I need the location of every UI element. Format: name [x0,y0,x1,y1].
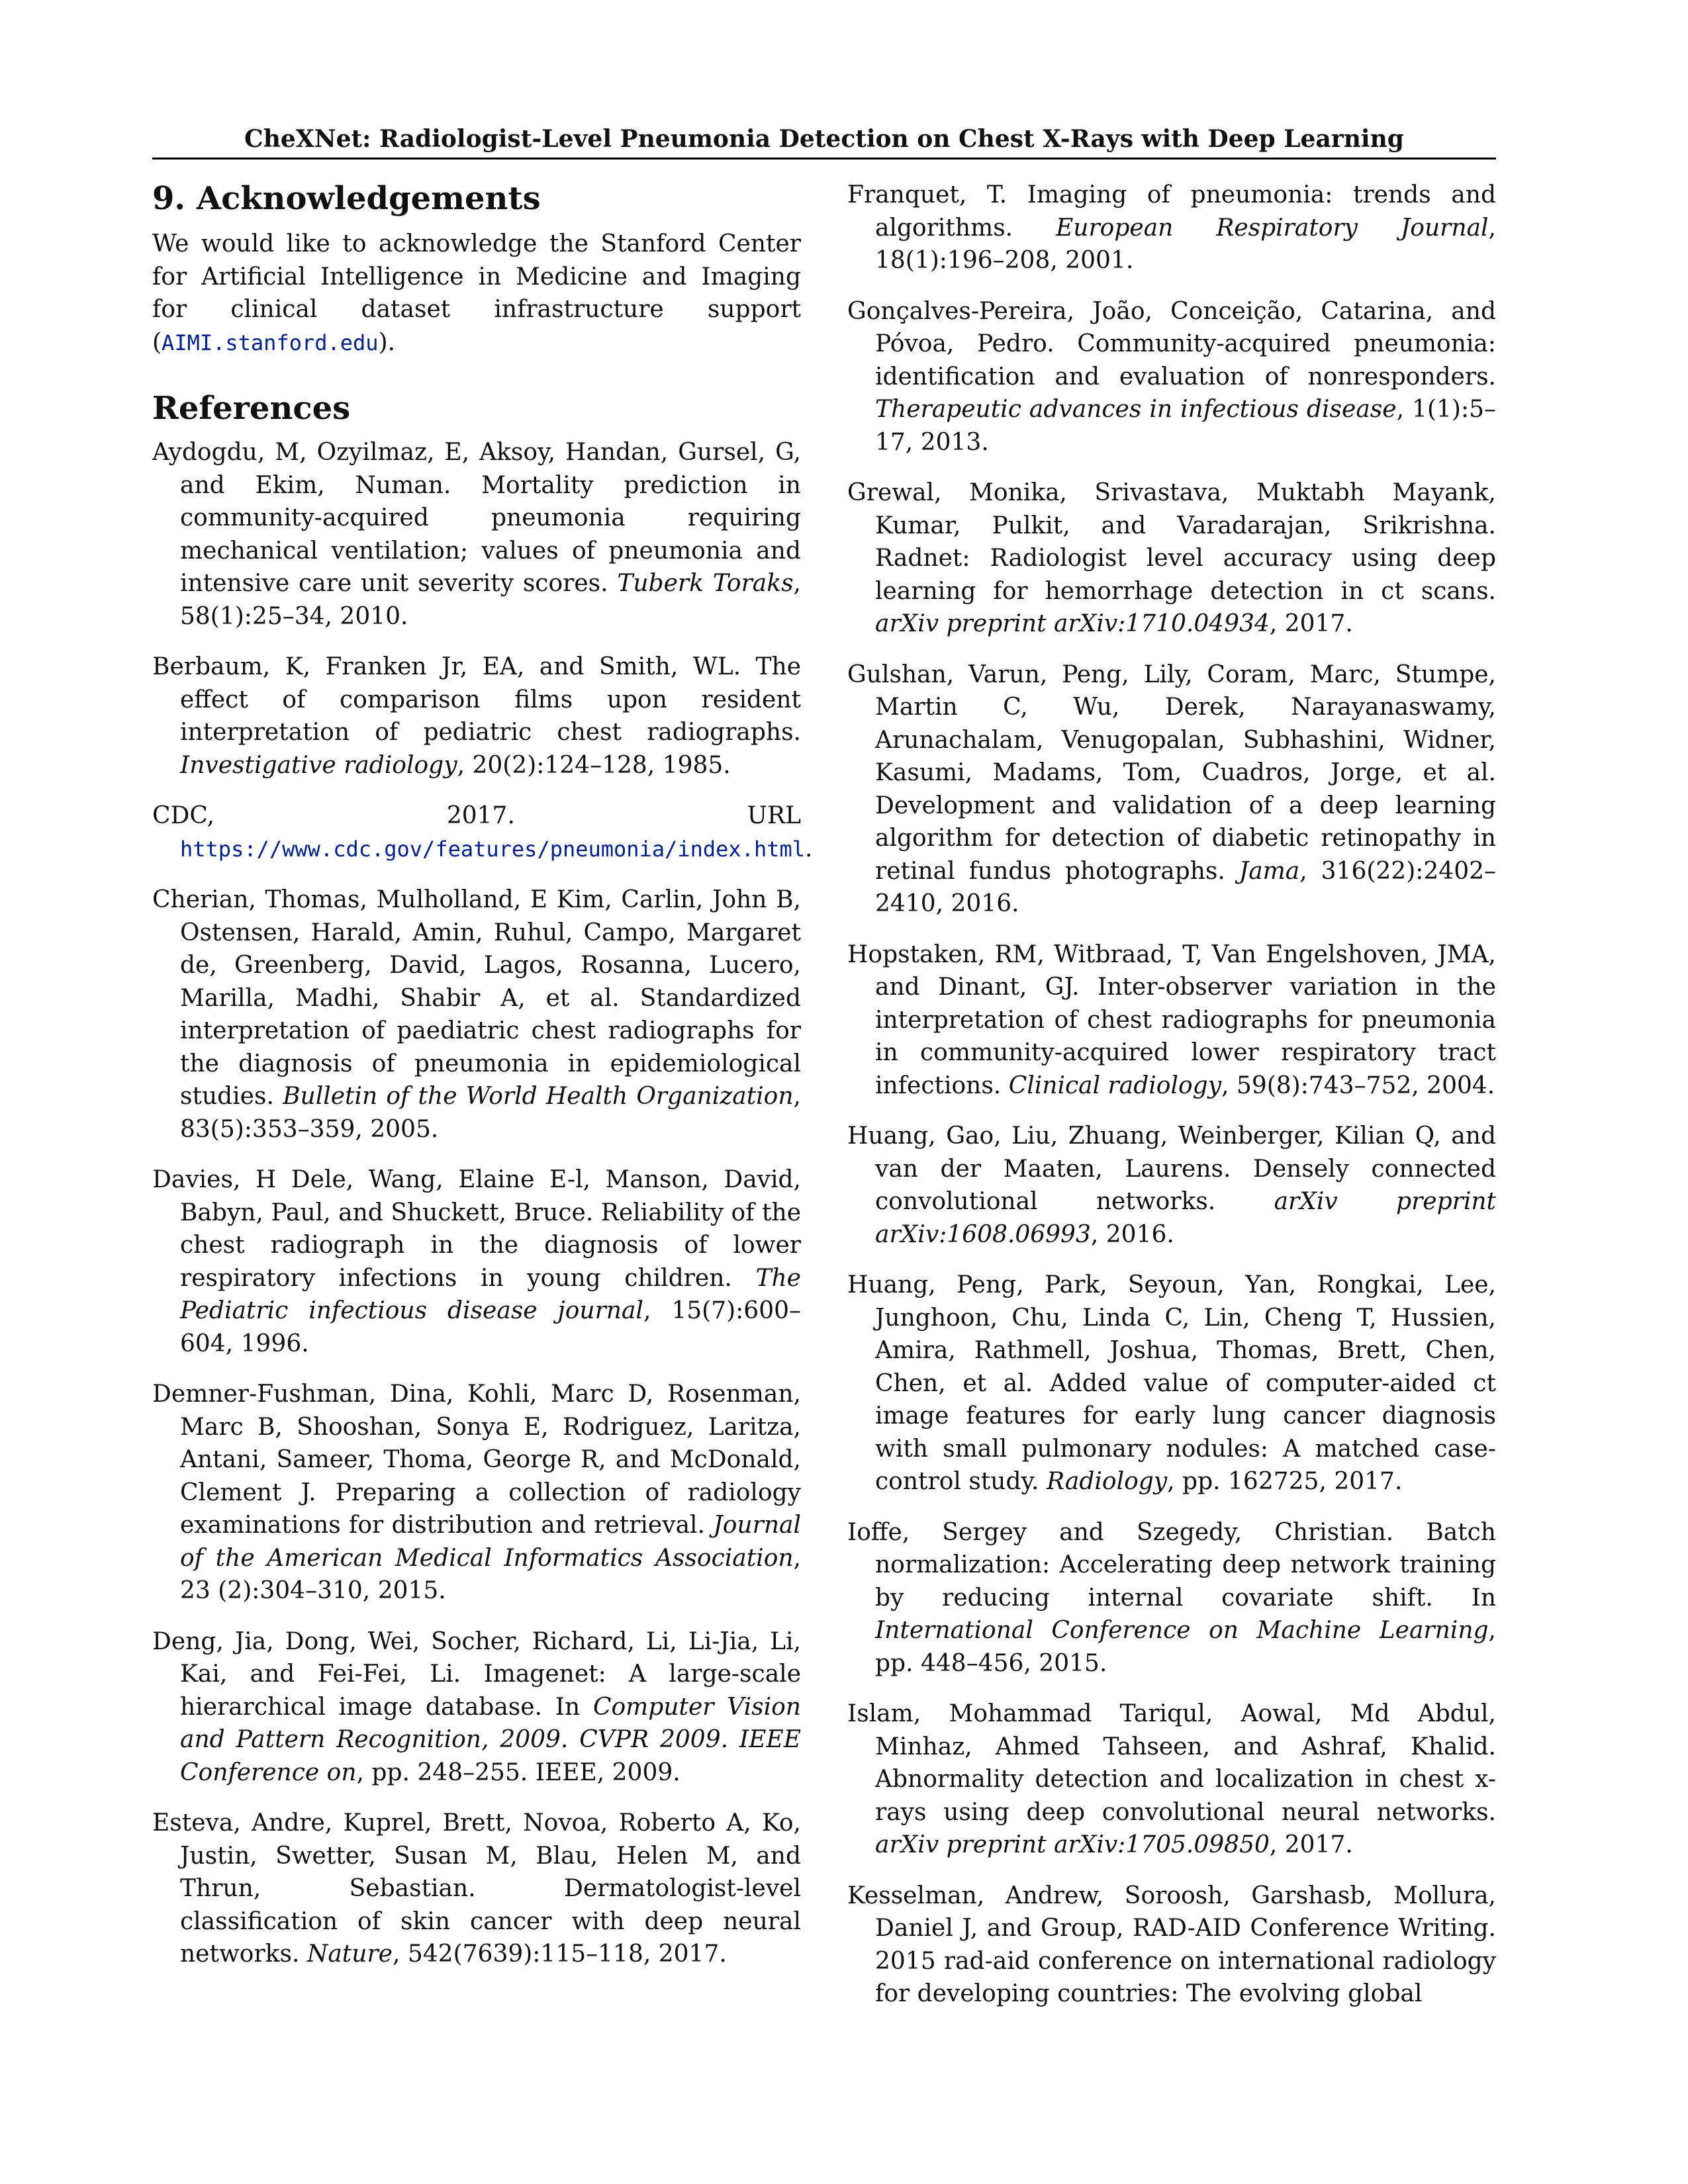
ref-authors-title: Deng, Jia, Dong, Wei, Socher, Richard, Li, Li-Jia, Li, Kai, and Fei-Fei, Li. Imagenet: A large-scale hierarchical image database. In [152,1627,801,1721]
ref-details: , 59(8):743–752, 2004. [1221,1071,1495,1099]
references-list-left [152,436,813,1971]
ref-venue: Investigative radiology [180,751,457,779]
ref-authors-title: Aydogdu, M, Ozyilmaz, E, Aksoy, Handan, Gursel, G, and Ekim, Numan. Mortality prediction in community-acquired pneumonia requiring mechanical ventilation; values of pneumonia and intensive care unit severity scores. [152,439,801,597]
ref-venue: arXiv preprint arXiv:1608.06993 [875,1188,1497,1248]
ref-venue: European Respiratory Journal [1056,214,1489,242]
ref-authors-title: Berbaum, K, Franken Jr, EA, and Smith, WL. The effect of comparison films upon resident interpretation of pediatric chest radiographs. [152,653,801,746]
ref-venue: The Pediatric infectious disease journal [180,1264,801,1324]
reference-entry [152,651,801,782]
reference-entry [152,1163,801,1360]
ref-authors-title: Hopstaken, RM, Witbraad, T, Van Engelshoven, JMA, and Dinant, GJ. Inter-observer variation in the interpretation of chest radiographs for pneumonia in community-acquired lower respiratory tract infections. [847,940,1496,1099]
reference-entry [152,1807,801,1971]
ref-authors-title: Cherian, Thomas, Mulholland, E Kim, Carlin, John B, Ostensen, Harald, Amin, Ruhul, Campo, Margaret de, Greenberg, David, Lagos, Rosanna, Lucero, Marilla, Madhi, Shabir A, et al. Standardized interpretation of paediatric chest radiographs for the diagnosis of pneumonia in epidemiological studies. [152,886,801,1110]
aimi-link[interactable]: AIMI.stanford.edu [162,330,379,355]
ref-authors-title: Huang, Gao, Liu, Zhuang, Weinberger, Kilian Q, and van der Maaten, Laurens. Densely connected convolutional networks. [847,1122,1496,1215]
ack-text-end: ). [378,328,396,356]
reference-entry [847,1269,1496,1498]
reference-entry [847,938,1496,1103]
ref-venue: International Conference on Machine Learning [875,1617,1489,1644]
ref-url[interactable]: https://www.cdc.gov/features/pneumonia/index.html [180,836,806,862]
reference-entry [847,659,1496,921]
ref-authors-title: Huang, Peng, Park, Seyoun, Yan, Rongkai, Lee, Junghoon, Chu, Linda C, Lin, Cheng T, Hussien, Amira, Rathmell, Joshua, Thomas, Brett, Chen, Chen, et al. Added value of computer-aided ct image features for early lung cancer diagnosis with small pulmonary nodules: A matched case-control study. [847,1271,1496,1495]
ref-venue: Radiology [1046,1468,1168,1495]
ref-authors-title: Islam, Mohammad Tariqul, Aowal, Md Abdul, Minhaz, Ahmed Tahseen, and Ashraf, Khalid. Abnormality detection and localization in chest x-rays using deep convolutional neural networks. [847,1700,1496,1826]
ref-authors-title: Franquet, T. Imaging of pneumonia: trends and algorithms. [847,181,1496,242]
ref-details: , 58(1):25–34, 2010. [180,570,801,630]
ref-venue: Jama [1239,857,1300,885]
ref-details: , 15(7):600–604, 1996. [180,1297,802,1357]
ref-venue: Bulletin of the World Health Organization [283,1083,794,1110]
left-column [152,179,813,1989]
ref-authors-title: Gulshan, Varun, Peng, Lily, Coram, Marc, Stumpe, Martin C, Wu, Derek, Narayanaswamy, Arunachalam, Venugopalan, Subhashini, Widner, Kasumi, Madams, Tom, Cuadros, Jorge, et al. Development and validation of a deep learning algorithm for detection of diabetic retinopathy in retinal fundus photographs. [847,660,1496,885]
references-list-right [847,179,1496,2011]
right-column [847,179,1496,2028]
reference-entry [847,477,1496,641]
ref-authors-title: Davies, H Dele, Wang, Elaine E-l, Manson, David, Babyn, Paul, and Shuckett, Bruce. Reliability of the chest radiograph in the diagnosis of lower respiratory infections in young children. [152,1166,801,1292]
ref-authors-title: Demner-Fushman, Dina, Kohli, Marc D, Rosenman, Marc B, Shooshan, Sonya E, Rodriguez, Laritza, Antani, Sameer, Thoma, George R, and McDonald, Clement J. Preparing a collection of radiology examinations for distribution and retrieval. [152,1381,801,1539]
ref-details: , 2017. [1269,1831,1353,1858]
ref-details: , 316(22):2402–2410, 2016. [875,857,1496,917]
reference-entry [152,1625,801,1790]
ref-details: , 83(5):353–359, 2005. [180,1083,801,1143]
ref-details: , 542(7639):115–118, 2017. [392,1940,727,1968]
acknowledgements-text [152,228,801,359]
ref-details: , 2016. [1090,1220,1174,1248]
reference-entry [152,799,813,866]
reference-entry [847,1120,1496,1251]
reference-entry [847,1516,1496,1680]
ref-venue: Journal of the American Medical Informatics Association [180,1512,801,1572]
ref-details: , 1(1):5–17, 2013. [875,396,1496,456]
reference-entry [847,179,1496,277]
ref-details: , 2017. [1269,610,1353,637]
ref-venue: Computer Vision and Pattern Recognition, 2009. CVPR 2009. IEEE Conference on [180,1693,801,1786]
ref-venue: Tuberk Toraks [617,570,794,597]
ref-authors-title: Kesselman, Andrew, Soroosh, Garshasb, Mollura, Daniel J, and Group, RAD-AID Conference Writing. 2015 rad-aid conference on international radiology for developing countries: The evolving global [847,1882,1496,2007]
ref-authors-title: CDC, 2017. URL [152,802,801,829]
reference-entry [847,295,1496,459]
reference-entry [847,1698,1496,1862]
ref-venue: Nature [306,1940,393,1968]
ref-authors-title: Ioffe, Sergey and Szegedy, Christian. Batch normalization: Accelerating deep network training by reducing internal covariate shift. In [847,1518,1496,1612]
acknowledgements-heading: 9. Acknowledgements [152,180,541,217]
ref-details: , 20(2):124–128, 1985. [457,751,731,779]
ref-details: . [805,835,813,862]
ref-details: , 18(1):196–208, 2001. [875,214,1496,274]
running-head: CheXNet: Radiologist-Level Pneumonia Detection on Chest X-Rays with Deep Learning [244,125,1404,153]
ref-authors-title: Grewal, Monika, Srivastava, Muktabh Mayank, Kumar, Pulkit, and Varadarajan, Srikrishna. Radnet: Radiologist level accuracy using deep learning for hemorrhage detection in ct scans. [847,479,1496,605]
references-heading: References [152,390,351,427]
ref-venue: Clinical radiology [1008,1071,1222,1099]
reference-entry [152,436,801,633]
reference-entry [152,1378,801,1608]
header-rule [152,158,1496,159]
reference-entry [847,1880,1496,2011]
ref-details: , pp. 248–255. IEEE, 2009. [356,1758,680,1786]
ref-authors-title: Esteva, Andre, Kuprel, Brett, Novoa, Roberto A, Ko, Justin, Swetter, Susan M, Blau, Helen M, and Thrun, Sebastian. Dermatologist-level classification of skin cancer with deep neural networks. [152,1809,801,1968]
ref-details: , pp. 162725, 2017. [1167,1468,1403,1495]
ref-venue: arXiv preprint arXiv:1710.04934 [875,610,1270,637]
ref-details: , pp. 448–456, 2015. [875,1617,1496,1677]
ack-text: We would like to acknowledge the Stanford Center for Artificial Intelligence in Medicine and Imaging for clinical dataset infrastructure support ( [152,230,801,356]
reference-entry [152,884,801,1146]
ref-authors-title: Gonçalves-Pereira, João, Conceição, Catarina, and Póvoa, Pedro. Community-acquired pneumonia: identification and evaluation of nonresponders. [847,297,1496,390]
ref-venue: arXiv preprint arXiv:1705.09850 [875,1831,1270,1858]
ref-venue: Therapeutic advances in infectious disease [875,396,1397,423]
ref-details: , 23 (2):304–310, 2015. [180,1544,801,1604]
